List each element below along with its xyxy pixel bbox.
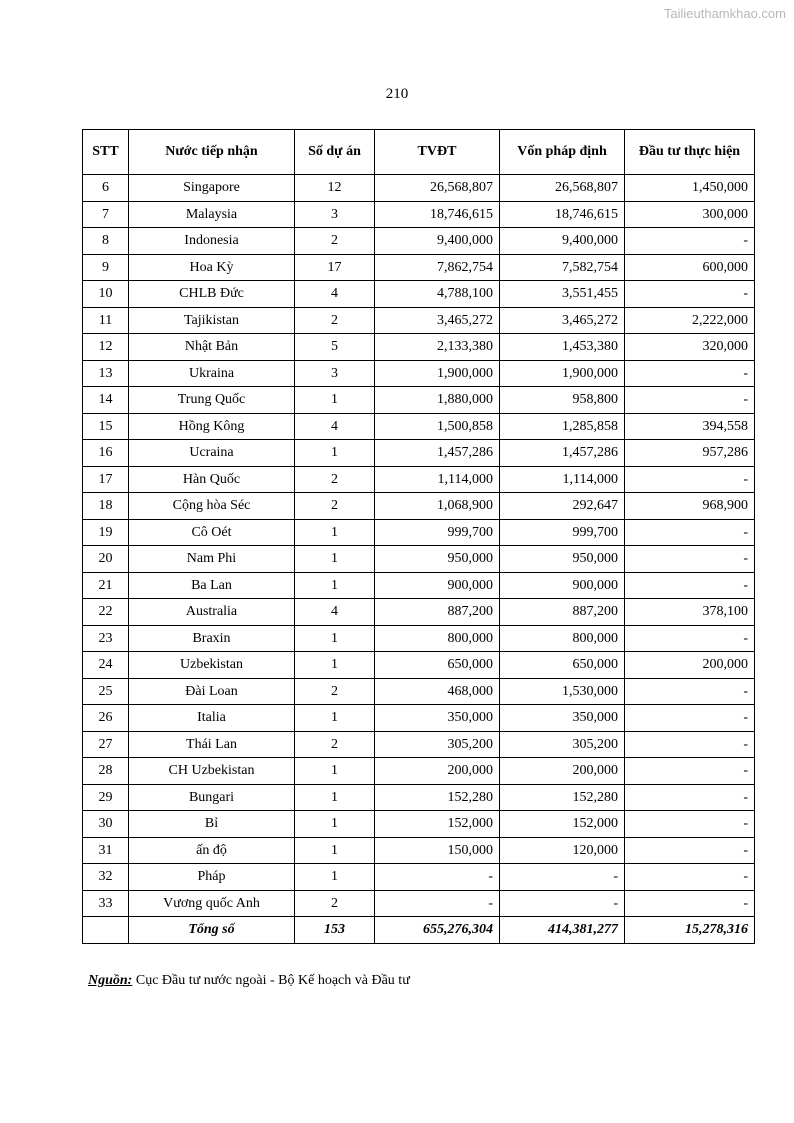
stt-cell: 15: [83, 413, 129, 440]
table-row: [83, 890, 755, 917]
investment-cell: -: [625, 281, 755, 308]
projects-cell: 1: [295, 652, 375, 679]
table-row: [83, 307, 755, 334]
projects-cell: 2: [295, 493, 375, 520]
capital-cell: 958,800: [500, 387, 625, 414]
table-row: [83, 334, 755, 361]
capital-cell: 120,000: [500, 837, 625, 864]
table-row: [83, 811, 755, 838]
capital-cell: 292,647: [500, 493, 625, 520]
investment-cell: -: [625, 387, 755, 414]
projects-cell: 2: [295, 228, 375, 255]
tvdt-cell: 950,000: [375, 546, 500, 573]
tvdt-cell: 4,788,100: [375, 281, 500, 308]
capital-cell: 1,453,380: [500, 334, 625, 361]
tvdt-cell: 468,000: [375, 678, 500, 705]
country-cell: Ukraina: [129, 360, 295, 387]
investment-cell: -: [625, 572, 755, 599]
projects-cell: 4: [295, 281, 375, 308]
stt-cell: 20: [83, 546, 129, 573]
table-header-row: [83, 130, 755, 175]
tvdt-cell: 650,000: [375, 652, 500, 679]
table-row: [83, 519, 755, 546]
table-row: [83, 572, 755, 599]
stt-cell: 27: [83, 731, 129, 758]
tvdt-cell: 200,000: [375, 758, 500, 785]
tvdt-cell: -: [375, 864, 500, 891]
country-cell: Indonesia: [129, 228, 295, 255]
stt-cell: 30: [83, 811, 129, 838]
projects-cell: 4: [295, 599, 375, 626]
capital-cell: 1,114,000: [500, 466, 625, 493]
projects-cell: 1: [295, 625, 375, 652]
country-cell: Malaysia: [129, 201, 295, 228]
projects-cell: 1: [295, 519, 375, 546]
projects-cell: 1: [295, 572, 375, 599]
country-cell: Cô Oét: [129, 519, 295, 546]
tvdt-cell: 999,700: [375, 519, 500, 546]
investment-cell: -: [625, 784, 755, 811]
projects-cell: 2: [295, 307, 375, 334]
table-row: [83, 387, 755, 414]
capital-cell: -: [500, 864, 625, 891]
projects-cell: 2: [295, 731, 375, 758]
investment-cell: -: [625, 466, 755, 493]
projects-cell: 17: [295, 254, 375, 281]
tvdt-cell: 26,568,807: [375, 175, 500, 202]
total-tvdt: 655,276,304: [375, 917, 500, 944]
investment-cell: -: [625, 890, 755, 917]
capital-cell: 887,200: [500, 599, 625, 626]
table-row: [83, 758, 755, 785]
projects-cell: 1: [295, 440, 375, 467]
table-row: [83, 864, 755, 891]
country-cell: Thái Lan: [129, 731, 295, 758]
capital-cell: 26,568,807: [500, 175, 625, 202]
table-row: [83, 413, 755, 440]
source-text: Cục Đầu tư nước ngoài - Bộ Kế hoạch và Đầu tư: [132, 973, 410, 988]
tvdt-cell: 152,280: [375, 784, 500, 811]
tvdt-cell: -: [375, 890, 500, 917]
investment-cell: -: [625, 519, 755, 546]
stt-cell: 33: [83, 890, 129, 917]
stt-cell: 19: [83, 519, 129, 546]
investment-cell: 320,000: [625, 334, 755, 361]
tvdt-cell: 1,068,900: [375, 493, 500, 520]
tvdt-cell: 1,900,000: [375, 360, 500, 387]
stt-cell: 9: [83, 254, 129, 281]
projects-cell: 1: [295, 705, 375, 732]
stt-cell: 24: [83, 652, 129, 679]
projects-cell: 3: [295, 360, 375, 387]
stt-cell: 12: [83, 334, 129, 361]
stt-cell: 29: [83, 784, 129, 811]
projects-cell: 1: [295, 864, 375, 891]
investment-cell: 2,222,000: [625, 307, 755, 334]
tvdt-cell: 3,465,272: [375, 307, 500, 334]
table-row: [83, 731, 755, 758]
source-label: Nguồn:: [88, 973, 133, 988]
country-cell: Vương quốc Anh: [129, 890, 295, 917]
stt-cell: 8: [83, 228, 129, 255]
country-cell: Pháp: [129, 864, 295, 891]
projects-cell: 2: [295, 890, 375, 917]
stt-cell: 11: [83, 307, 129, 334]
capital-cell: 3,465,272: [500, 307, 625, 334]
tvdt-cell: 350,000: [375, 705, 500, 732]
projects-cell: 1: [295, 811, 375, 838]
projects-cell: 3: [295, 201, 375, 228]
tvdt-cell: 152,000: [375, 811, 500, 838]
tvdt-cell: 1,880,000: [375, 387, 500, 414]
stt-cell: 25: [83, 678, 129, 705]
tvdt-cell: 900,000: [375, 572, 500, 599]
page-number: 210: [385, 86, 409, 102]
projects-cell: 5: [295, 334, 375, 361]
capital-cell: -: [500, 890, 625, 917]
country-cell: ấn độ: [129, 837, 295, 864]
capital-cell: 7,582,754: [500, 254, 625, 281]
tvdt-cell: 305,200: [375, 731, 500, 758]
table-row: [83, 837, 755, 864]
capital-cell: 1,285,858: [500, 413, 625, 440]
tvdt-cell: 2,133,380: [375, 334, 500, 361]
country-cell: Cộng hòa Séc: [129, 493, 295, 520]
table-row: [83, 360, 755, 387]
country-cell: Italia: [129, 705, 295, 732]
watermark: Tailieuthamkhao.com: [663, 6, 786, 21]
table-row: [83, 493, 755, 520]
table-row: [83, 254, 755, 281]
stt-cell: 22: [83, 599, 129, 626]
country-cell: Ucraina: [129, 440, 295, 467]
capital-cell: 9,400,000: [500, 228, 625, 255]
capital-cell: 3,551,455: [500, 281, 625, 308]
projects-cell: 1: [295, 837, 375, 864]
source-note: [88, 973, 410, 989]
country-cell: Nhật Bản: [129, 334, 295, 361]
table-row: [83, 281, 755, 308]
projects-cell: 12: [295, 175, 375, 202]
investment-cell: -: [625, 864, 755, 891]
investment-cell: 300,000: [625, 201, 755, 228]
investment-cell: -: [625, 228, 755, 255]
capital-cell: 152,280: [500, 784, 625, 811]
country-cell: Uzbekistan: [129, 652, 295, 679]
capital-cell: 152,000: [500, 811, 625, 838]
tvdt-cell: 1,114,000: [375, 466, 500, 493]
investment-cell: -: [625, 731, 755, 758]
tvdt-cell: 18,746,615: [375, 201, 500, 228]
capital-cell: 200,000: [500, 758, 625, 785]
country-cell: Trung Quốc: [129, 387, 295, 414]
capital-cell: 18,746,615: [500, 201, 625, 228]
tvdt-cell: 150,000: [375, 837, 500, 864]
stt-cell: 26: [83, 705, 129, 732]
header-tvdt: TVĐT: [375, 130, 500, 175]
stt-cell: 18: [83, 493, 129, 520]
tvdt-cell: 1,500,858: [375, 413, 500, 440]
stt-cell: 28: [83, 758, 129, 785]
tvdt-cell: 887,200: [375, 599, 500, 626]
country-cell: Braxin: [129, 625, 295, 652]
investment-cell: -: [625, 546, 755, 573]
projects-cell: 1: [295, 784, 375, 811]
country-cell: Đài Loan: [129, 678, 295, 705]
country-cell: Australia: [129, 599, 295, 626]
projects-cell: 2: [295, 678, 375, 705]
total-capital: 414,381,277: [500, 917, 625, 944]
table-row: [83, 175, 755, 202]
table-row: [83, 705, 755, 732]
projects-cell: 1: [295, 758, 375, 785]
capital-cell: 900,000: [500, 572, 625, 599]
investment-cell: 1,450,000: [625, 175, 755, 202]
capital-cell: 1,900,000: [500, 360, 625, 387]
country-cell: Hồng Kông: [129, 413, 295, 440]
investment-cell: 600,000: [625, 254, 755, 281]
stt-cell: 21: [83, 572, 129, 599]
investment-cell: 968,900: [625, 493, 755, 520]
table-row: [83, 784, 755, 811]
country-cell: Ba Lan: [129, 572, 295, 599]
header-stt: STT: [83, 130, 129, 175]
projects-cell: 2: [295, 466, 375, 493]
stt-cell: 14: [83, 387, 129, 414]
capital-cell: 999,700: [500, 519, 625, 546]
table-row: [83, 546, 755, 573]
total-row: [83, 917, 755, 944]
stt-cell: 31: [83, 837, 129, 864]
header-country: Nước tiếp nhận: [129, 130, 295, 175]
investment-cell: -: [625, 837, 755, 864]
table-row: [83, 201, 755, 228]
country-cell: Hoa Kỳ: [129, 254, 295, 281]
total-stt-cell: [83, 917, 129, 944]
stt-cell: 6: [83, 175, 129, 202]
stt-cell: 23: [83, 625, 129, 652]
investment-cell: 378,100: [625, 599, 755, 626]
investment-cell: -: [625, 360, 755, 387]
table-row: [83, 228, 755, 255]
header-projects: Số dự án: [295, 130, 375, 175]
tvdt-cell: 7,862,754: [375, 254, 500, 281]
tvdt-cell: 1,457,286: [375, 440, 500, 467]
capital-cell: 1,457,286: [500, 440, 625, 467]
table-row: [83, 466, 755, 493]
capital-cell: 350,000: [500, 705, 625, 732]
investment-table: [82, 129, 755, 944]
table-row: [83, 678, 755, 705]
capital-cell: 305,200: [500, 731, 625, 758]
capital-cell: 950,000: [500, 546, 625, 573]
header-capital: Vốn pháp định: [500, 130, 625, 175]
total-investment: 15,278,316: [625, 917, 755, 944]
country-cell: Tajikistan: [129, 307, 295, 334]
investment-cell: -: [625, 811, 755, 838]
investment-cell: -: [625, 705, 755, 732]
investment-cell: 200,000: [625, 652, 755, 679]
projects-cell: 1: [295, 546, 375, 573]
stt-cell: 17: [83, 466, 129, 493]
investment-cell: -: [625, 625, 755, 652]
investment-cell: -: [625, 758, 755, 785]
table-row: [83, 625, 755, 652]
table-row: [83, 599, 755, 626]
projects-cell: 4: [295, 413, 375, 440]
capital-cell: 800,000: [500, 625, 625, 652]
investment-cell: 957,286: [625, 440, 755, 467]
country-cell: Bỉ: [129, 811, 295, 838]
table-body: [83, 175, 755, 917]
table-row: [83, 652, 755, 679]
investment-cell: -: [625, 678, 755, 705]
projects-cell: 1: [295, 387, 375, 414]
country-cell: CH Uzbekistan: [129, 758, 295, 785]
tvdt-cell: 800,000: [375, 625, 500, 652]
stt-cell: 13: [83, 360, 129, 387]
country-cell: Bungari: [129, 784, 295, 811]
capital-cell: 650,000: [500, 652, 625, 679]
capital-cell: 1,530,000: [500, 678, 625, 705]
stt-cell: 10: [83, 281, 129, 308]
investment-cell: 394,558: [625, 413, 755, 440]
total-projects: 153: [295, 917, 375, 944]
table-row: [83, 440, 755, 467]
country-cell: Hàn Quốc: [129, 466, 295, 493]
total-label: Tổng số: [129, 917, 295, 944]
country-cell: CHLB Đức: [129, 281, 295, 308]
tvdt-cell: 9,400,000: [375, 228, 500, 255]
stt-cell: 7: [83, 201, 129, 228]
country-cell: Singapore: [129, 175, 295, 202]
header-investment: Đầu tư thực hiện: [625, 130, 755, 175]
stt-cell: 32: [83, 864, 129, 891]
stt-cell: 16: [83, 440, 129, 467]
country-cell: Nam Phi: [129, 546, 295, 573]
